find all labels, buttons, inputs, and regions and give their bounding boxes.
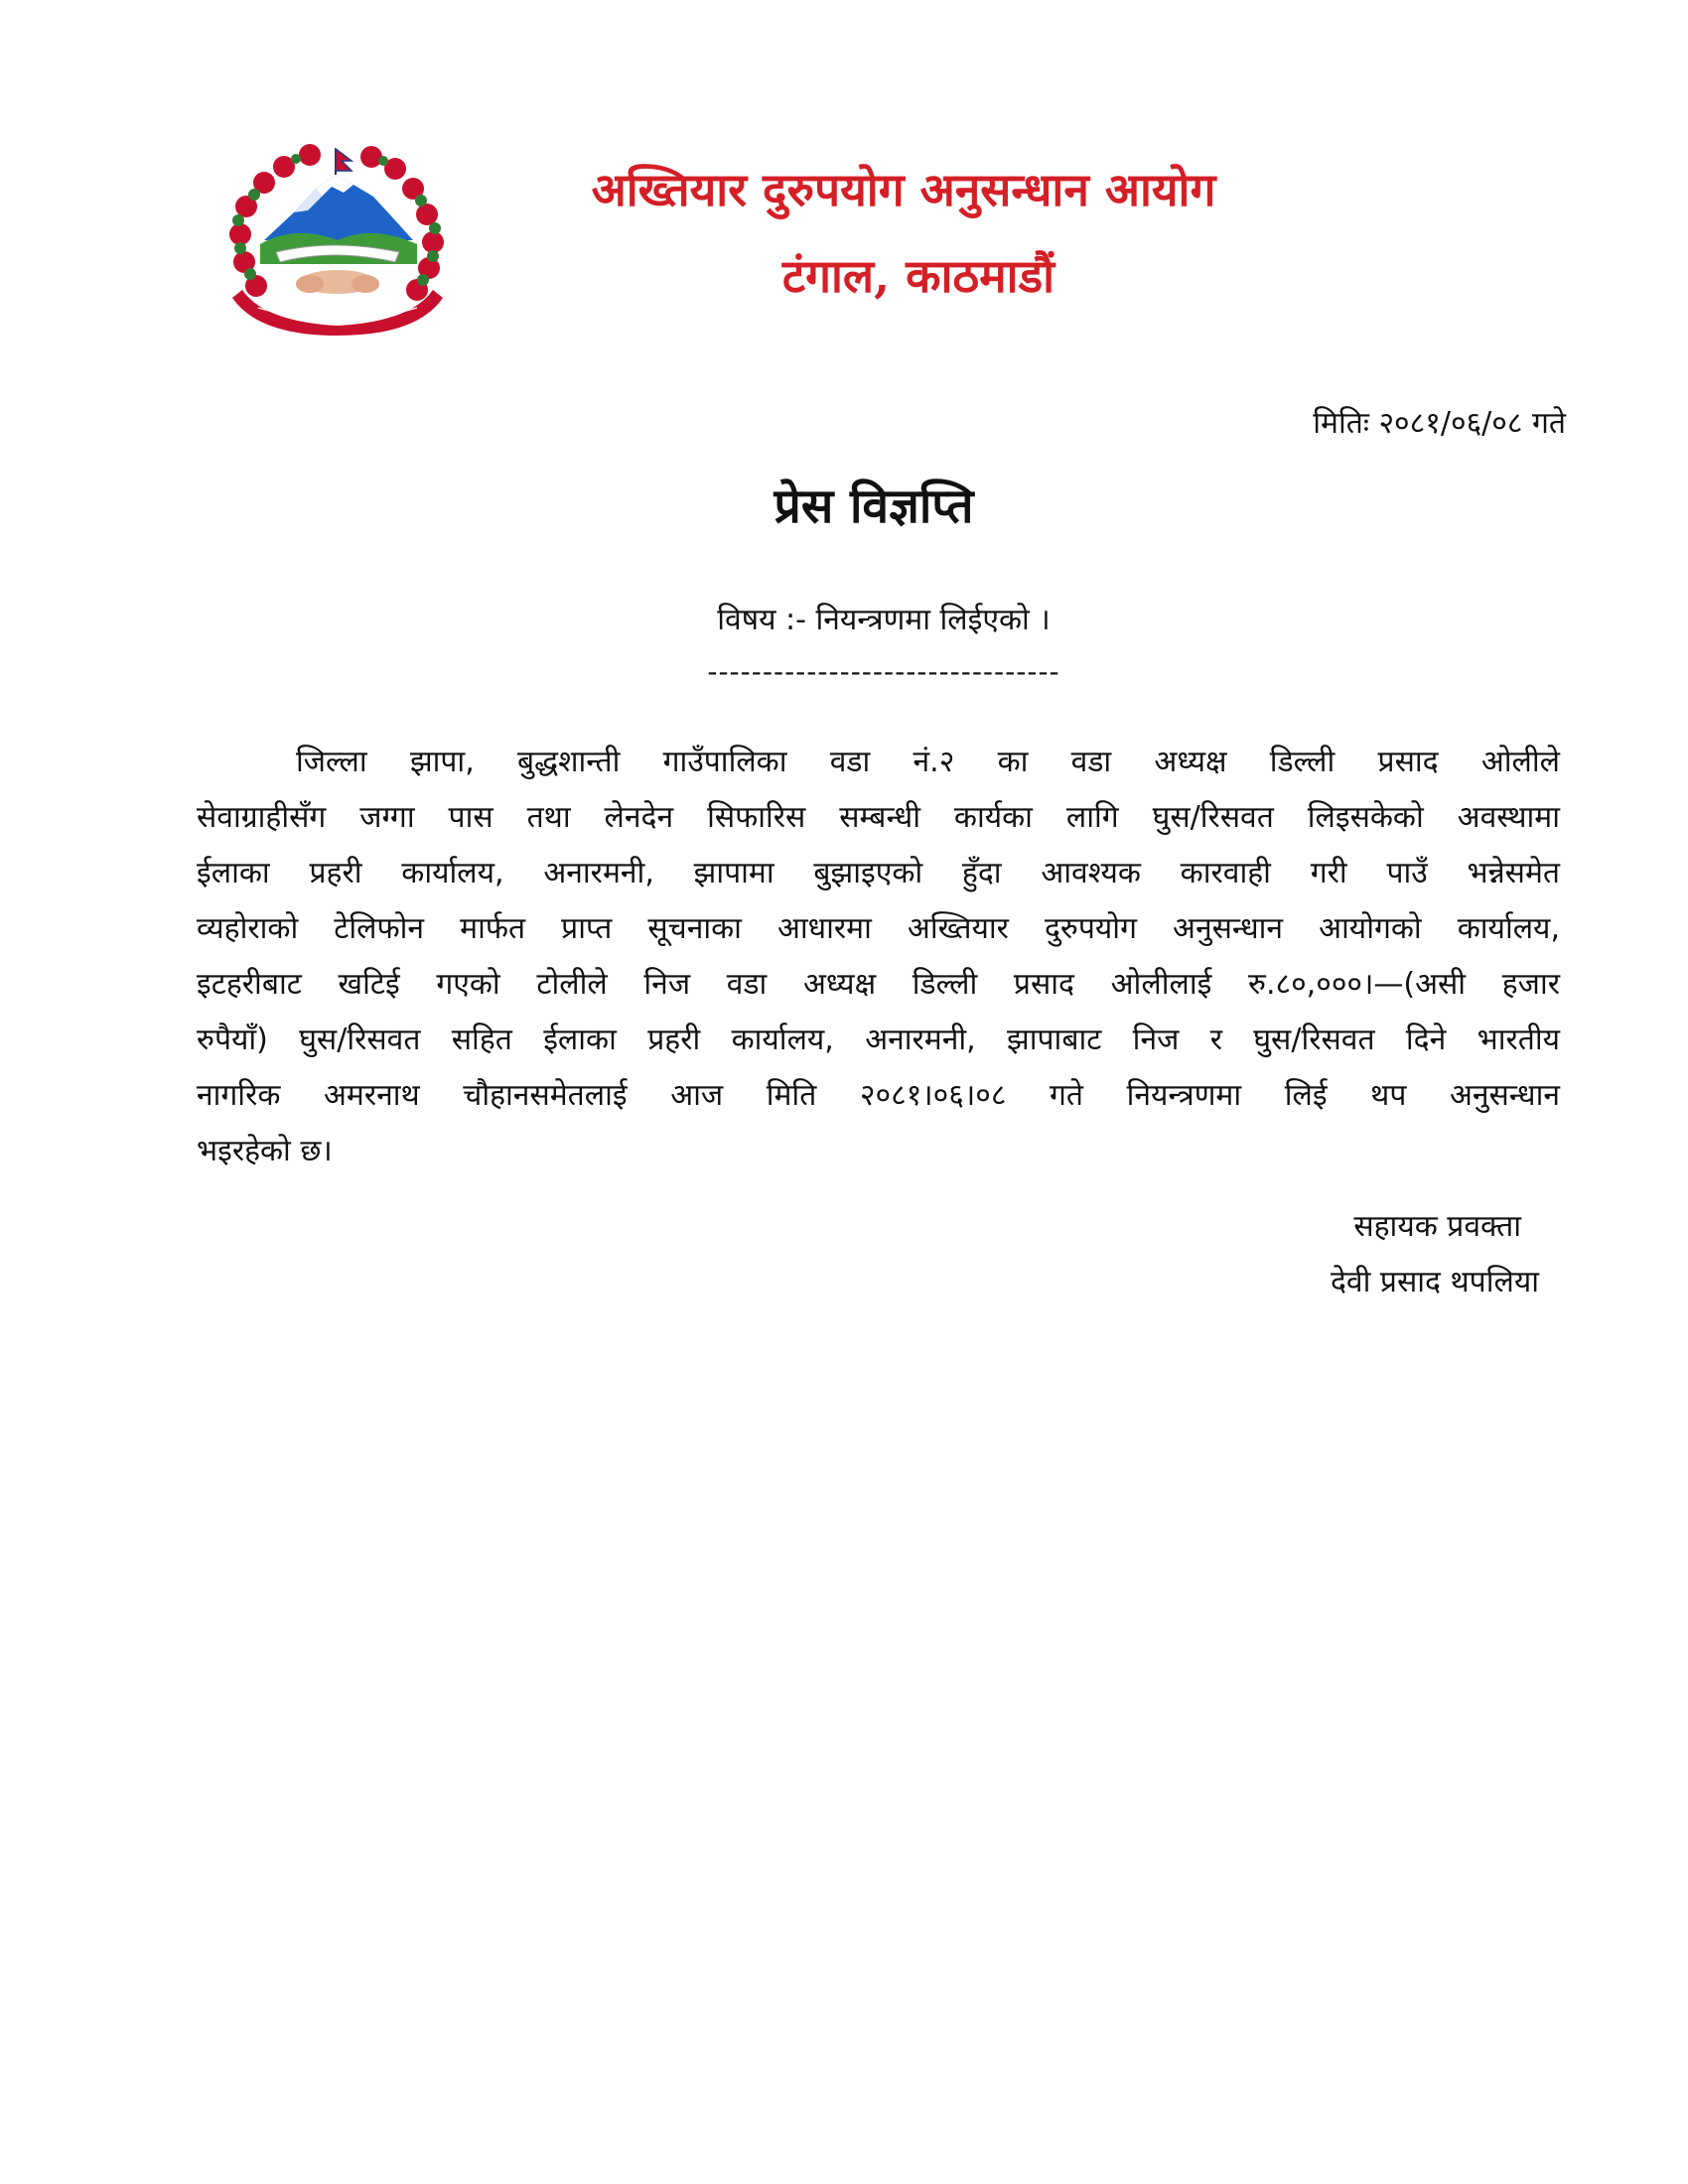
signature-block [1331,1199,1539,1310]
body-line: व्यहोराको टेलिफोन मार्फत प्राप्त सूचनाका आधारमा अख्तियार दुरुपयोग अनुसन्धान आयोगको कार्यालय, [197,911,1560,946]
signatory-designation: सहायक प्रवक्ता [1353,1209,1521,1244]
body-line: रुपैयाँ) घुस/रिसवत सहित ईलाका प्रहरी कार्यालय, अनारमनी, झापाबाट निज र घुस/रिसवत दिने भारतीय [197,1023,1560,1057]
document-date: मितिः २०८१/०६/०८ गते [1313,406,1566,441]
body-line: जिल्ला झापा, बुद्धशान्ती गाउँपालिका वडा नं.२ का वडा अध्यक्ष डिल्ली प्रसाद ओलीले [296,745,1560,779]
organization-location: टंगाल, काठमाडौं [781,249,1055,303]
body-line: इटहरीबाट खटिई गएको टोलीले निज वडा अध्यक्ष डिल्ली प्रसाद ओलीलाई रु.८०,०००।—(असी हजार [197,967,1560,1002]
body-line: नागरिक अमरनाथ चौहानसमेतलाई आज मिति २०८१।०६।०८ गते नियन्त्रणमा लिई थप अनुसन्धान [197,1078,1560,1113]
signatory-name: देवी प्रसाद थपलिया [1331,1265,1539,1299]
body-line: भइरहेको छ। [197,1134,333,1168]
subject-line: विषय :- नियन्त्रणमा लिईएको । [717,603,1051,637]
body-line: सेवाग्राहीसँग जग्गा पास तथा लेनदेन सिफारिस सम्बन्धी कार्यका लागि घुस/रिसवत लिइसकेको अवस्थामा [197,800,1560,835]
body-line: ईलाका प्रहरी कार्यालय, अनारमनी, झापामा बुझाइएको हुँदा आवश्यक कारवाही गरी पाउँ भन्नेसमेत [197,856,1560,890]
organization-name: अख्तियार दुरुपयोग अनुसन्धान आयोग [591,163,1216,216]
separator: -------------------------------- [707,655,1060,688]
page-title: प्रेस विज्ञप्ति [774,478,974,534]
press-release-body [197,735,1560,1179]
